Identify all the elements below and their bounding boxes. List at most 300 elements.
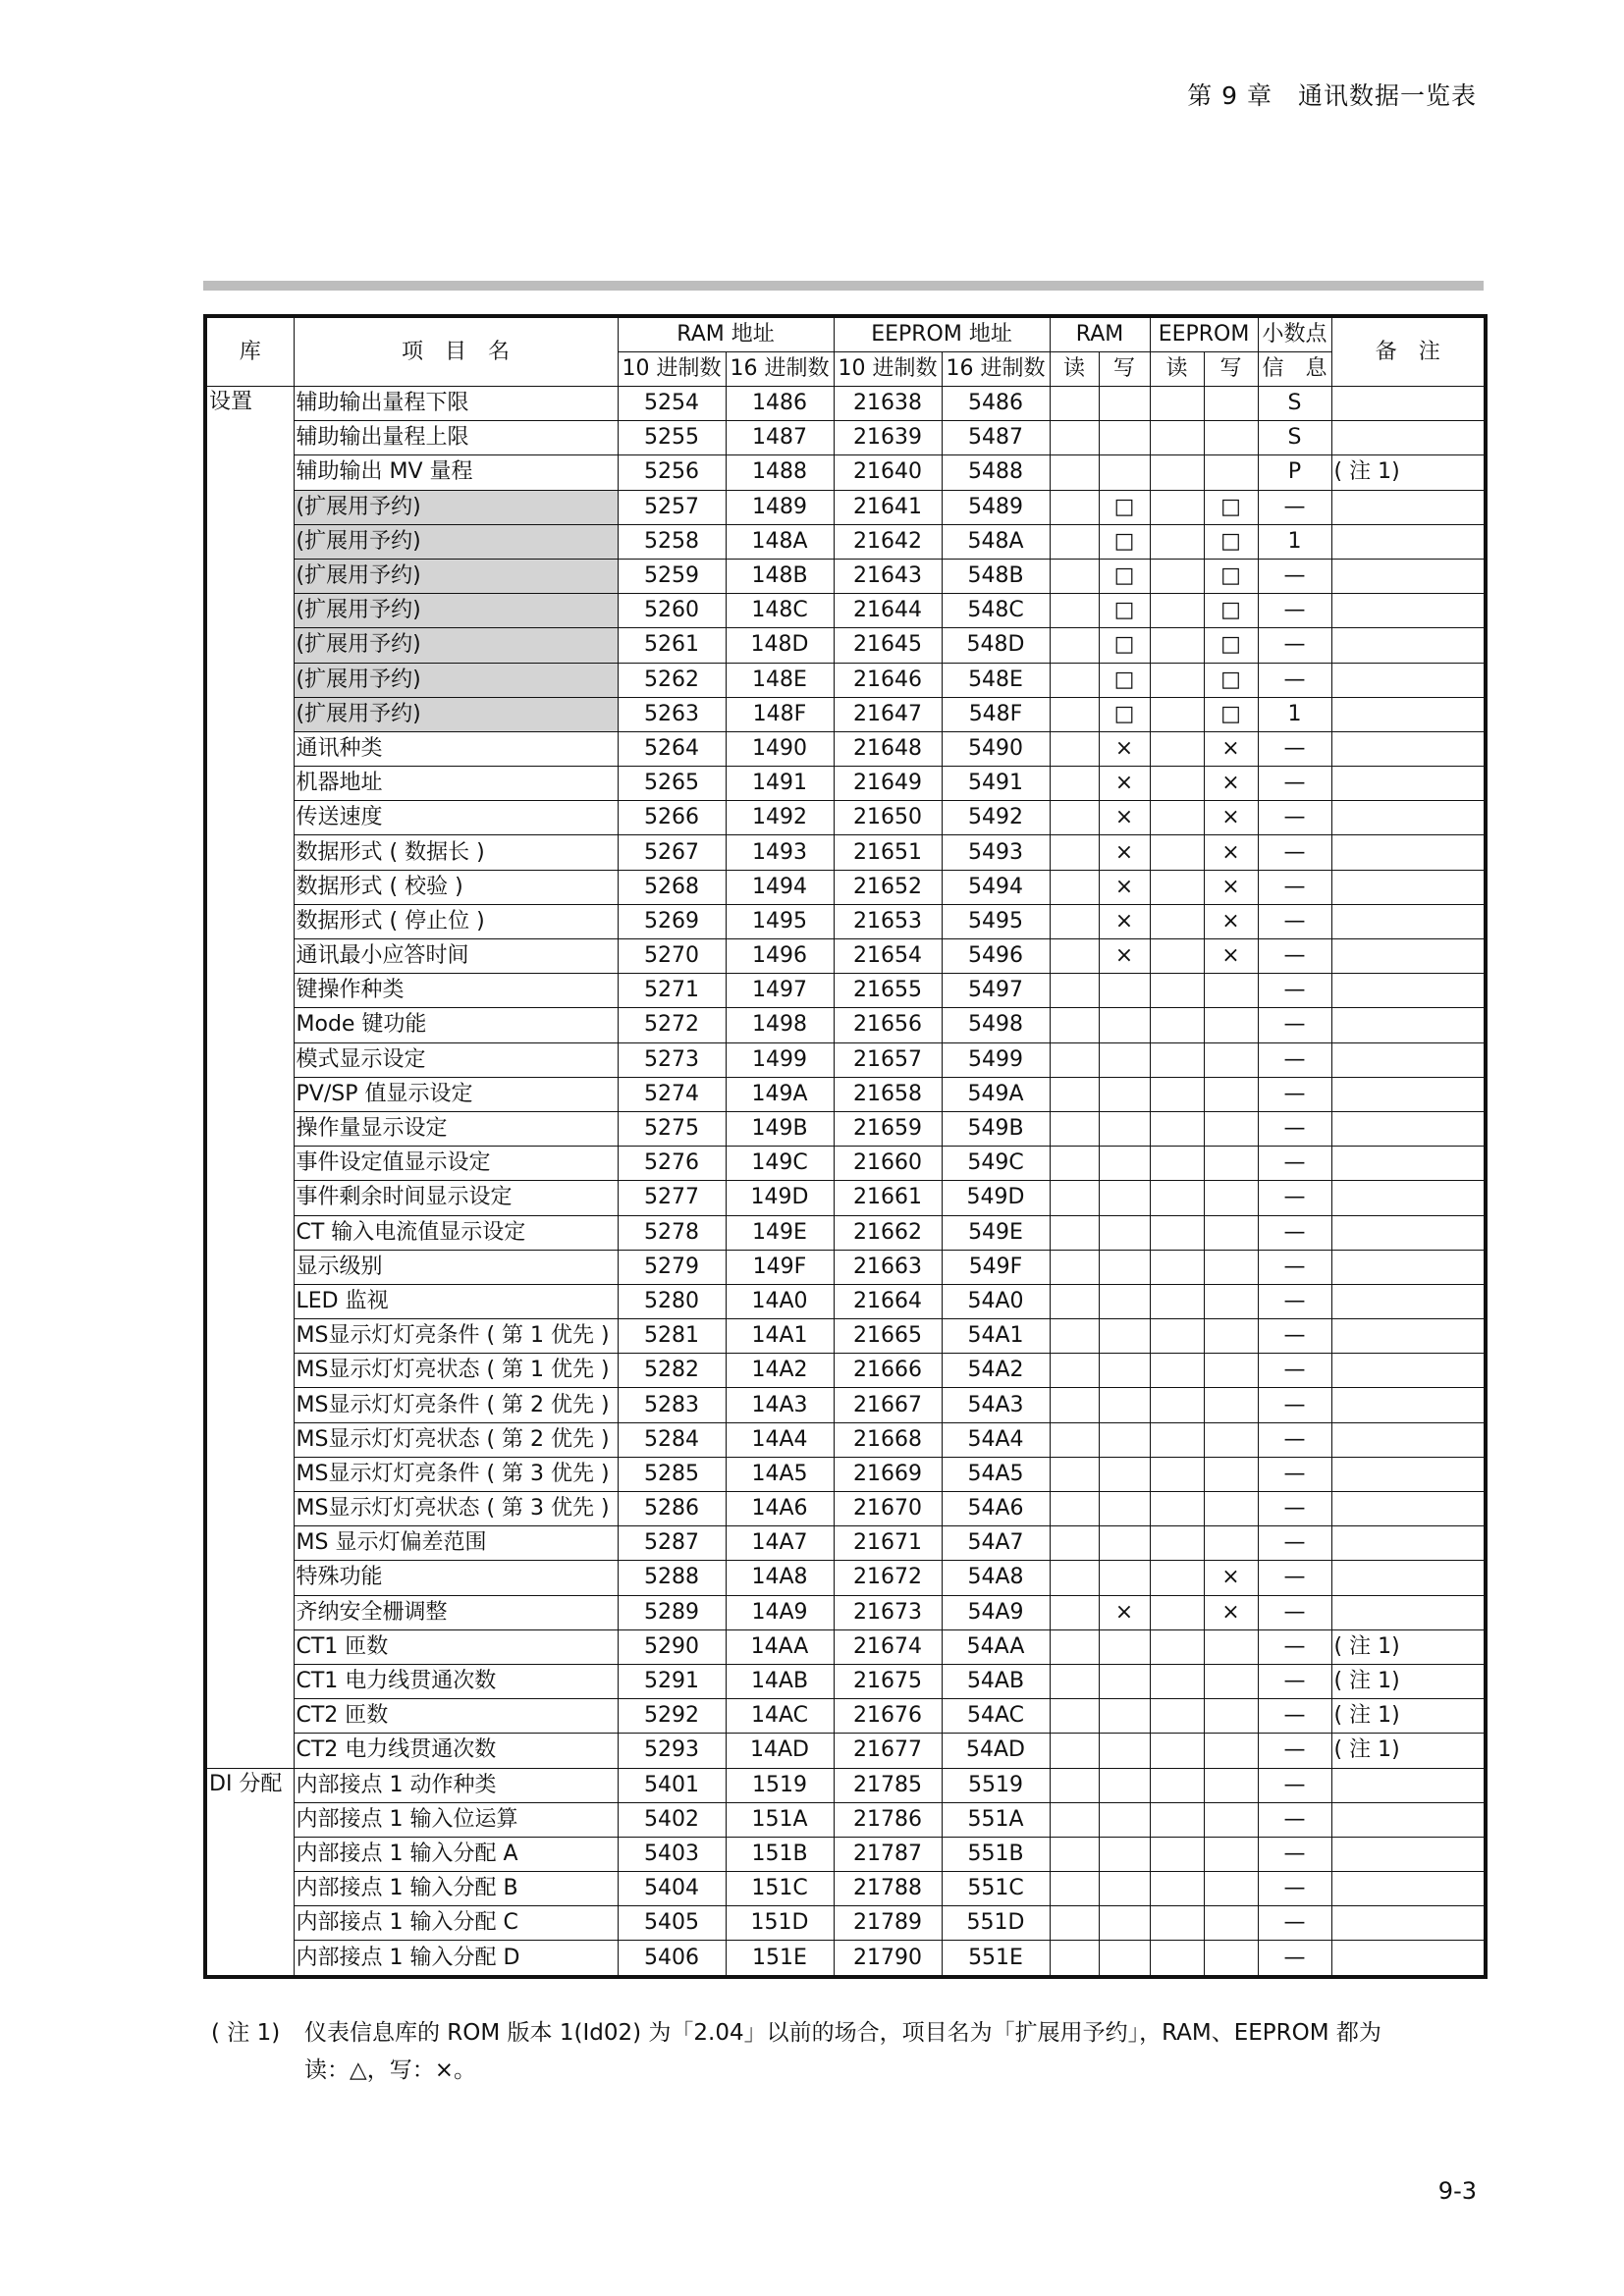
ram-hex-cell: 151C (726, 1872, 834, 1906)
table-row (205, 1042, 1486, 1077)
item-name-cell: CT1 匝数 (294, 1629, 618, 1664)
ram-dec-cell: 5404 (618, 1872, 726, 1906)
ram-hex-cell: 149C (726, 1147, 834, 1181)
item-name-cell: LED 监视 (294, 1284, 618, 1318)
eeprom-read-cell (1150, 1042, 1204, 1077)
eeprom-dec-cell: 21789 (834, 1906, 942, 1941)
item-name-cell: 辅助输出量程下限 (294, 387, 618, 421)
eeprom-hex-cell: 5487 (942, 421, 1050, 455)
ram-read-cell (1050, 1561, 1099, 1595)
eeprom-dec-cell: 21666 (834, 1354, 942, 1388)
ram-hex-cell: 1487 (726, 421, 834, 455)
ram-write-cell (1099, 1181, 1150, 1215)
decimal-info-cell: — (1258, 1422, 1331, 1457)
item-name-cell: 通讯最小应答时间 (294, 939, 618, 974)
table-row (205, 697, 1486, 731)
ram-write-cell (1099, 1768, 1150, 1802)
library-cell: 设置 (205, 387, 294, 1769)
eeprom-hex-cell: 551E (942, 1941, 1050, 1977)
ram-dec-cell: 5268 (618, 870, 726, 904)
decimal-info-cell: 1 (1258, 697, 1331, 731)
ram-dec-cell: 5265 (618, 767, 726, 801)
ram-hex-cell: 148B (726, 559, 834, 593)
ram-write-cell (1099, 1734, 1150, 1768)
eeprom-write-cell (1204, 1284, 1258, 1318)
col-ram-address: RAM 地址 (618, 316, 834, 352)
item-name-cell: 内部接点 1 输入分配 D (294, 1941, 618, 1977)
eeprom-write-cell (1204, 455, 1258, 490)
eeprom-dec-cell: 21646 (834, 663, 942, 697)
ram-read-cell (1050, 1111, 1099, 1146)
decimal-info-cell: — (1258, 1388, 1331, 1422)
item-name-cell: (扩展用予约) (294, 594, 618, 628)
table-row (205, 1734, 1486, 1768)
eeprom-hex-cell: 549C (942, 1147, 1050, 1181)
eeprom-read-cell (1150, 1699, 1204, 1734)
ram-write-cell: × (1099, 731, 1150, 766)
ram-write-cell: × (1099, 835, 1150, 870)
eeprom-dec-cell: 21658 (834, 1077, 942, 1111)
ram-write-cell (1099, 1561, 1150, 1595)
ram-hex-cell: 148F (726, 697, 834, 731)
eeprom-write-cell (1204, 1734, 1258, 1768)
decimal-info-cell: — (1258, 1595, 1331, 1629)
ram-dec-cell: 5293 (618, 1734, 726, 1768)
ram-read-cell (1050, 1215, 1099, 1250)
remarks-cell (1331, 974, 1486, 1008)
table-row (205, 1941, 1486, 1977)
ram-write-cell (1099, 1941, 1150, 1977)
eeprom-write-cell: × (1204, 939, 1258, 974)
eeprom-read-cell (1150, 1457, 1204, 1491)
remarks-cell (1331, 939, 1486, 974)
eeprom-hex-cell: 548E (942, 663, 1050, 697)
ram-write-cell (1099, 1906, 1150, 1941)
ram-dec-cell: 5263 (618, 697, 726, 731)
remarks-cell (1331, 731, 1486, 766)
footnote-text-line1: 仪表信息库的 ROM 版本 1(Id02) 为「2.04」以前的场合，项目名为「扩展用予约」，RAM、EEPROM 都为 (304, 2020, 1381, 2046)
eeprom-dec-cell: 21672 (834, 1561, 942, 1595)
remarks-cell: ( 注 1) (1331, 1734, 1486, 1768)
table-row (205, 455, 1486, 490)
eeprom-hex-cell: 54A7 (942, 1526, 1050, 1561)
table-row (205, 1561, 1486, 1595)
remarks-cell (1331, 387, 1486, 421)
eeprom-read-cell (1150, 1250, 1204, 1284)
table-row (205, 559, 1486, 593)
eeprom-write-cell (1204, 1492, 1258, 1526)
eeprom-write-cell (1204, 421, 1258, 455)
ram-read-cell (1050, 1422, 1099, 1457)
remarks-cell (1331, 1215, 1486, 1250)
eeprom-dec-cell: 21639 (834, 421, 942, 455)
eeprom-dec-cell: 21650 (834, 801, 942, 835)
eeprom-dec-cell: 21643 (834, 559, 942, 593)
eeprom-read-cell (1150, 1664, 1204, 1698)
ram-hex-cell: 14AD (726, 1734, 834, 1768)
eeprom-write-cell (1204, 1042, 1258, 1077)
ram-hex-cell: 1493 (726, 835, 834, 870)
eeprom-hex-cell: 54A6 (942, 1492, 1050, 1526)
item-name-cell: 辅助输出 MV 量程 (294, 455, 618, 490)
ram-hex-cell: 151D (726, 1906, 834, 1941)
ram-read-cell (1050, 490, 1099, 524)
eeprom-hex-cell: 549A (942, 1077, 1050, 1111)
eeprom-hex-cell: 548D (942, 628, 1050, 663)
table-row (205, 1768, 1486, 1802)
ram-dec-cell: 5405 (618, 1906, 726, 1941)
ram-hex-cell: 1490 (726, 731, 834, 766)
ram-hex-cell: 1488 (726, 455, 834, 490)
eeprom-read-cell (1150, 387, 1204, 421)
chapter-title: 第 9 章 通讯数据一览表 (1187, 81, 1477, 110)
ram-write-cell (1099, 1354, 1150, 1388)
item-name-cell: 辅助输出量程上限 (294, 421, 618, 455)
remarks-cell (1331, 835, 1486, 870)
eeprom-hex-cell: 5489 (942, 490, 1050, 524)
eeprom-write-cell (1204, 1768, 1258, 1802)
ram-read-cell (1050, 1181, 1099, 1215)
ram-read-cell (1050, 421, 1099, 455)
ram-read-cell (1050, 1077, 1099, 1111)
table-row (205, 1872, 1486, 1906)
decimal-info-cell: — (1258, 559, 1331, 593)
item-name-cell: MS显示灯灯亮条件 ( 第 3 优先 ) (294, 1457, 618, 1491)
ram-write-cell (1099, 1388, 1150, 1422)
eeprom-dec-cell: 21652 (834, 870, 942, 904)
eeprom-write-cell: × (1204, 904, 1258, 938)
ram-read-cell (1050, 1941, 1099, 1977)
ram-dec-cell: 5262 (618, 663, 726, 697)
eeprom-write-cell: □ (1204, 490, 1258, 524)
ram-read-cell (1050, 559, 1099, 593)
eeprom-write-cell (1204, 974, 1258, 1008)
ram-read-cell (1050, 387, 1099, 421)
col-eeprom-hex: 16 进制数 (942, 352, 1050, 387)
eeprom-read-cell (1150, 939, 1204, 974)
eeprom-dec-cell: 21790 (834, 1941, 942, 1977)
col-item-name: 项 目 名 (294, 316, 618, 387)
ram-hex-cell: 1519 (726, 1768, 834, 1802)
ram-dec-cell: 5292 (618, 1699, 726, 1734)
col-ram-hex: 16 进制数 (726, 352, 834, 387)
ram-dec-cell: 5260 (618, 594, 726, 628)
eeprom-write-cell: × (1204, 1561, 1258, 1595)
item-name-cell: 显示级别 (294, 1250, 618, 1284)
ram-read-cell (1050, 1526, 1099, 1561)
eeprom-write-cell (1204, 1181, 1258, 1215)
eeprom-dec-cell: 21676 (834, 1699, 942, 1734)
ram-hex-cell: 14A2 (726, 1354, 834, 1388)
ram-write-cell (1099, 1422, 1150, 1457)
col-eeprom-write: 写 (1204, 352, 1258, 387)
eeprom-hex-cell: 549B (942, 1111, 1050, 1146)
eeprom-write-cell: × (1204, 801, 1258, 835)
ram-read-cell (1050, 1319, 1099, 1354)
ram-hex-cell: 14AC (726, 1699, 834, 1734)
remarks-cell (1331, 1388, 1486, 1422)
ram-read-cell (1050, 1837, 1099, 1871)
eeprom-hex-cell: 5491 (942, 767, 1050, 801)
eeprom-dec-cell: 21641 (834, 490, 942, 524)
remarks-cell (1331, 1802, 1486, 1837)
eeprom-read-cell (1150, 1941, 1204, 1977)
ram-hex-cell: 148D (726, 628, 834, 663)
eeprom-dec-cell: 21642 (834, 524, 942, 559)
remarks-cell (1331, 1595, 1486, 1629)
eeprom-hex-cell: 54A5 (942, 1457, 1050, 1491)
header-rule (203, 281, 1484, 291)
eeprom-write-cell: □ (1204, 594, 1258, 628)
eeprom-hex-cell: 5497 (942, 974, 1050, 1008)
eeprom-write-cell (1204, 1354, 1258, 1388)
communication-data-table (203, 314, 1488, 1979)
eeprom-write-cell (1204, 1422, 1258, 1457)
eeprom-write-cell (1204, 1147, 1258, 1181)
ram-read-cell (1050, 1768, 1099, 1802)
eeprom-write-cell (1204, 1319, 1258, 1354)
ram-dec-cell: 5288 (618, 1561, 726, 1595)
ram-dec-cell: 5284 (618, 1422, 726, 1457)
eeprom-write-cell (1204, 1629, 1258, 1664)
item-name-cell: CT2 匝数 (294, 1699, 618, 1734)
ram-read-cell (1050, 1457, 1099, 1491)
ram-dec-cell: 5291 (618, 1664, 726, 1698)
ram-write-cell: □ (1099, 594, 1150, 628)
eeprom-write-cell (1204, 1077, 1258, 1111)
ram-hex-cell: 14A9 (726, 1595, 834, 1629)
ram-hex-cell: 14A6 (726, 1492, 834, 1526)
table-row (205, 1492, 1486, 1526)
eeprom-read-cell (1150, 904, 1204, 938)
eeprom-hex-cell: 551A (942, 1802, 1050, 1837)
ram-write-cell (1099, 974, 1150, 1008)
eeprom-hex-cell: 5494 (942, 870, 1050, 904)
ram-hex-cell: 1492 (726, 801, 834, 835)
remarks-cell: ( 注 1) (1331, 455, 1486, 490)
item-name-cell: 数据形式 ( 数据长 ) (294, 835, 618, 870)
decimal-info-cell: P (1258, 455, 1331, 490)
ram-hex-cell: 151E (726, 1941, 834, 1977)
eeprom-dec-cell: 21661 (834, 1181, 942, 1215)
eeprom-dec-cell: 21677 (834, 1734, 942, 1768)
eeprom-read-cell (1150, 1837, 1204, 1871)
eeprom-read-cell (1150, 974, 1204, 1008)
eeprom-write-cell (1204, 387, 1258, 421)
eeprom-hex-cell: 548B (942, 559, 1050, 593)
ram-read-cell (1050, 1147, 1099, 1181)
item-name-cell: Mode 键功能 (294, 1008, 618, 1042)
col-info: 信 息 (1258, 352, 1331, 387)
ram-read-cell (1050, 904, 1099, 938)
ram-read-cell (1050, 1734, 1099, 1768)
eeprom-hex-cell: 5519 (942, 1768, 1050, 1802)
ram-read-cell (1050, 1664, 1099, 1698)
remarks-cell (1331, 1077, 1486, 1111)
ram-read-cell (1050, 939, 1099, 974)
ram-hex-cell: 149E (726, 1215, 834, 1250)
eeprom-hex-cell: 54A2 (942, 1354, 1050, 1388)
decimal-info-cell: — (1258, 1526, 1331, 1561)
eeprom-read-cell (1150, 801, 1204, 835)
decimal-info-cell: — (1258, 1492, 1331, 1526)
decimal-info-cell: — (1258, 904, 1331, 938)
ram-read-cell (1050, 1388, 1099, 1422)
remarks-cell (1331, 1042, 1486, 1077)
eeprom-write-cell: × (1204, 1595, 1258, 1629)
remarks-cell (1331, 1457, 1486, 1491)
table-row (205, 1595, 1486, 1629)
ram-write-cell (1099, 1526, 1150, 1561)
ram-dec-cell: 5273 (618, 1042, 726, 1077)
table-row (205, 628, 1486, 663)
remarks-cell (1331, 1181, 1486, 1215)
ram-write-cell (1099, 1008, 1150, 1042)
remarks-cell (1331, 1111, 1486, 1146)
eeprom-read-cell (1150, 1595, 1204, 1629)
decimal-info-cell: — (1258, 490, 1331, 524)
item-name-cell: PV/SP 值显示设定 (294, 1077, 618, 1111)
eeprom-hex-cell: 549D (942, 1181, 1050, 1215)
eeprom-dec-cell: 21654 (834, 939, 942, 974)
item-name-cell: MS显示灯灯亮状态 ( 第 3 优先 ) (294, 1492, 618, 1526)
ram-hex-cell: 1496 (726, 939, 834, 974)
decimal-info-cell: — (1258, 1906, 1331, 1941)
item-name-cell: (扩展用予约) (294, 663, 618, 697)
table-row (205, 1147, 1486, 1181)
eeprom-hex-cell: 54A8 (942, 1561, 1050, 1595)
col-library: 库 (205, 316, 294, 387)
eeprom-write-cell (1204, 1872, 1258, 1906)
item-name-cell: 键操作种类 (294, 974, 618, 1008)
ram-read-cell (1050, 455, 1099, 490)
footnote-text-line2: 读：△，写：×。 (304, 2057, 476, 2083)
remarks-cell (1331, 801, 1486, 835)
ram-read-cell (1050, 663, 1099, 697)
col-eeprom-address: EEPROM 地址 (834, 316, 1050, 352)
eeprom-read-cell (1150, 628, 1204, 663)
footnote (211, 2014, 1381, 2089)
ram-dec-cell: 5258 (618, 524, 726, 559)
table-row (205, 1629, 1486, 1664)
item-name-cell: 内部接点 1 输入分配 B (294, 1872, 618, 1906)
ram-write-cell: □ (1099, 697, 1150, 731)
ram-dec-cell: 5256 (618, 455, 726, 490)
eeprom-hex-cell: 54AD (942, 1734, 1050, 1768)
remarks-cell (1331, 1492, 1486, 1526)
eeprom-write-cell: □ (1204, 559, 1258, 593)
ram-dec-cell: 5272 (618, 1008, 726, 1042)
eeprom-hex-cell: 54A0 (942, 1284, 1050, 1318)
table-row (205, 1181, 1486, 1215)
ram-dec-cell: 5255 (618, 421, 726, 455)
ram-write-cell (1099, 1492, 1150, 1526)
eeprom-dec-cell: 21651 (834, 835, 942, 870)
col-remarks: 备 注 (1331, 316, 1486, 387)
eeprom-dec-cell: 21786 (834, 1802, 942, 1837)
ram-dec-cell: 5261 (618, 628, 726, 663)
eeprom-read-cell (1150, 1629, 1204, 1664)
eeprom-write-cell: × (1204, 835, 1258, 870)
item-name-cell: 模式显示设定 (294, 1042, 618, 1077)
ram-write-cell (1099, 1077, 1150, 1111)
ram-read-cell (1050, 1492, 1099, 1526)
table-row (205, 974, 1486, 1008)
eeprom-read-cell (1150, 1319, 1204, 1354)
ram-read-cell (1050, 1354, 1099, 1388)
remarks-cell (1331, 904, 1486, 938)
col-ram-write: 写 (1099, 352, 1150, 387)
decimal-info-cell: — (1258, 1215, 1331, 1250)
ram-hex-cell: 1489 (726, 490, 834, 524)
ram-hex-cell: 148C (726, 594, 834, 628)
table-row (205, 1284, 1486, 1318)
ram-hex-cell: 14A4 (726, 1422, 834, 1457)
eeprom-write-cell: × (1204, 731, 1258, 766)
ram-dec-cell: 5271 (618, 974, 726, 1008)
decimal-info-cell: — (1258, 1147, 1331, 1181)
eeprom-dec-cell: 21648 (834, 731, 942, 766)
eeprom-dec-cell: 21785 (834, 1768, 942, 1802)
ram-write-cell: □ (1099, 663, 1150, 697)
eeprom-read-cell (1150, 1492, 1204, 1526)
item-name-cell: (扩展用予约) (294, 697, 618, 731)
eeprom-write-cell (1204, 1111, 1258, 1146)
eeprom-dec-cell: 21663 (834, 1250, 942, 1284)
remarks-cell (1331, 559, 1486, 593)
remarks-cell (1331, 1526, 1486, 1561)
remarks-cell (1331, 870, 1486, 904)
eeprom-dec-cell: 21664 (834, 1284, 942, 1318)
decimal-info-cell: 1 (1258, 524, 1331, 559)
eeprom-dec-cell: 21645 (834, 628, 942, 663)
ram-read-cell (1050, 1008, 1099, 1042)
ram-read-cell (1050, 1629, 1099, 1664)
ram-read-cell (1050, 524, 1099, 559)
ram-read-cell (1050, 1595, 1099, 1629)
ram-hex-cell: 1498 (726, 1008, 834, 1042)
ram-read-cell (1050, 1250, 1099, 1284)
ram-write-cell (1099, 1215, 1150, 1250)
eeprom-hex-cell: 5498 (942, 1008, 1050, 1042)
table-row (205, 1008, 1486, 1042)
ram-write-cell (1099, 1699, 1150, 1734)
eeprom-read-cell (1150, 559, 1204, 593)
remarks-cell (1331, 1319, 1486, 1354)
eeprom-dec-cell: 21660 (834, 1147, 942, 1181)
eeprom-read-cell (1150, 1111, 1204, 1146)
eeprom-hex-cell: 548F (942, 697, 1050, 731)
ram-dec-cell: 5267 (618, 835, 726, 870)
decimal-info-cell: — (1258, 1837, 1331, 1871)
decimal-info-cell: — (1258, 1181, 1331, 1215)
eeprom-read-cell (1150, 594, 1204, 628)
table-row (205, 731, 1486, 766)
eeprom-read-cell (1150, 524, 1204, 559)
eeprom-write-cell (1204, 1837, 1258, 1871)
col-eeprom-read: 读 (1150, 352, 1204, 387)
item-name-cell: MS显示灯灯亮条件 ( 第 1 优先 ) (294, 1319, 618, 1354)
ram-dec-cell: 5289 (618, 1595, 726, 1629)
remarks-cell (1331, 1422, 1486, 1457)
ram-dec-cell: 5403 (618, 1837, 726, 1871)
ram-hex-cell: 14A1 (726, 1319, 834, 1354)
ram-write-cell: × (1099, 801, 1150, 835)
table-row (205, 1354, 1486, 1388)
eeprom-write-cell (1204, 1457, 1258, 1491)
eeprom-write-cell: □ (1204, 524, 1258, 559)
eeprom-write-cell (1204, 1250, 1258, 1284)
